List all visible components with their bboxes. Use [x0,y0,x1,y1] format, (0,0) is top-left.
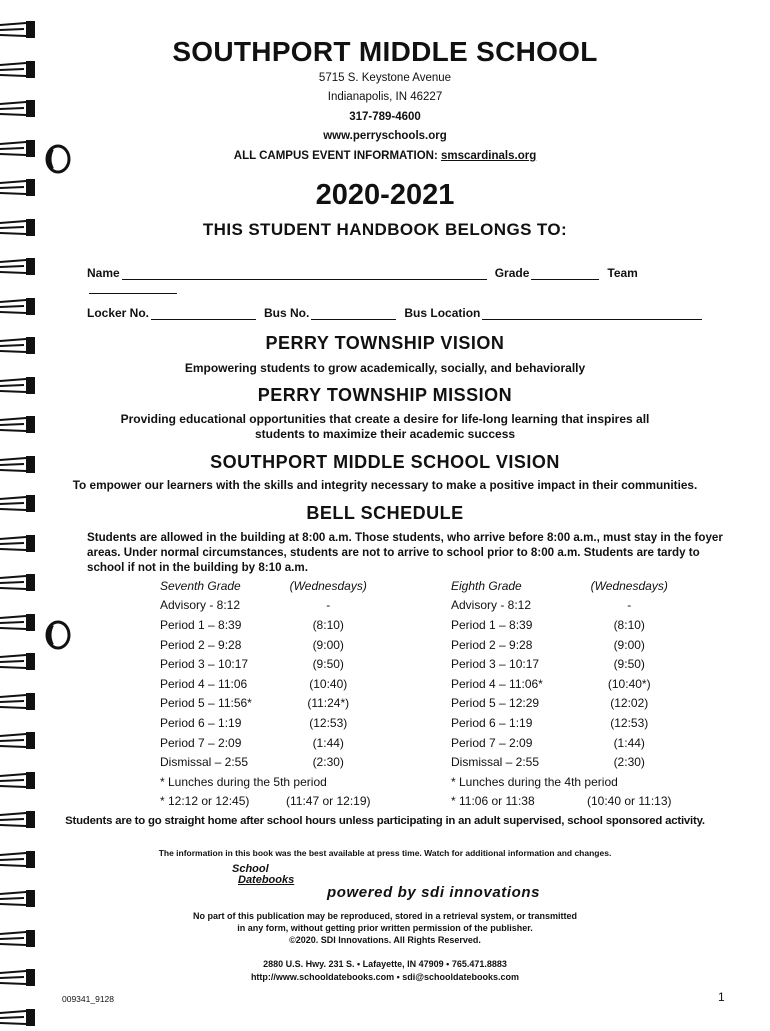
eighth-wed-header: (Wednesdays) [590,578,668,593]
school-phone: 317-789-4600 [349,111,421,123]
wednesday-time: (9:50) [613,657,645,672]
wednesday-time: (12:53) [610,715,649,730]
bus-field[interactable] [311,307,396,320]
period-time: Period 7 – 2:09 [451,735,533,750]
name-label: Name [87,266,120,280]
period-time: Period 1 – 8:39 [160,617,242,632]
period-time: Period 4 – 11:06 [160,676,248,691]
eighth-schedule-row [451,654,672,674]
eighth-schedule-row [451,733,672,753]
period-time: Period 2 – 9:28 [160,637,242,652]
eighth-schedule-row [451,615,672,635]
spiral-coil-icon [0,1008,42,1026]
contact-line2[interactable]: http://www.schooldatebooks.com • sdi@schooldatebooks.com [250,972,520,982]
bell-intro [87,530,737,575]
wednesday-time: (9:00) [312,637,344,652]
seventh-schedule-row [160,713,371,733]
township-vision-text: Empowering students to grow academically, socially, and behaviorally [184,361,586,375]
period-time: Advisory - 8:12 [160,598,241,613]
period-time: Dismissal – 2:55 [160,755,249,770]
grade-field[interactable] [531,267,599,280]
spiral-coil-icon [0,652,42,670]
school-website[interactable]: www.perryschools.org [323,130,447,142]
locker-label: Locker No. [87,306,150,320]
spiral-coil-icon [0,613,42,631]
events-label: ALL CAMPUS EVENT INFORMATION: [233,150,438,162]
events-info [0,147,770,167]
seventh-schedule-row [160,752,371,772]
period-time: Period 1 – 8:39 [451,617,533,632]
name-field[interactable] [122,267,487,280]
wednesday-time: (2:30) [613,755,645,770]
bus-location-field[interactable] [482,307,702,320]
eighth-lunch-times: * 11:06 or 11:38 [451,794,535,809]
seventh-schedule-row [160,615,371,635]
logo-line2: Datebooks [238,874,295,886]
belongs-to-heading: THIS STUDENT HANDBOOK BELONGS TO: [202,220,568,239]
bell-closing-note: Students are to go straight home after school hours unless participating in an adult supervised, school sponsored activity. [65,815,705,827]
wednesday-time: (10:40) [309,676,348,691]
period-time: Period 4 – 11:06* [451,676,543,691]
events-link[interactable]: smscardinals.org [440,150,537,162]
logo-line1: School [232,863,269,875]
locker-field[interactable] [151,307,256,320]
township-mission-title: PERRY TOWNSHIP MISSION [257,385,513,405]
wednesday-time: (12:02) [610,696,649,711]
period-time: Period 5 – 11:56* [160,696,252,711]
eighth-schedule-row [451,713,672,733]
sms-vision-title: SOUTHPORT MIDDLE SCHOOL VISION [210,452,560,472]
township-vision-title: PERRY TOWNSHIP VISION [265,333,505,353]
seventh-schedule-row [160,654,371,674]
powered-by-sdi: powered by sdi innovations [327,884,541,901]
eighth-header: Eighth Grade [451,578,522,593]
spiral-coil-icon [0,692,42,710]
team-field[interactable] [89,281,177,294]
seventh-schedule-row [160,733,371,753]
document-code: 009341_9128 [62,994,115,1004]
spiral-coil-icon [0,771,42,789]
spiral-coil-icon [0,573,42,591]
contact-line1: 2880 U.S. Hwy. 231 S. • Lafayette, IN 47909 • 765.471.8883 [263,959,507,969]
period-time: Period 3 – 10:17 [160,657,249,672]
wednesday-time: (9:50) [312,657,344,672]
eighth-lunch-note: * Lunches during the 4th period [451,774,618,789]
seventh-lunch-note: * Lunches during the 5th period [160,774,327,789]
township-mission-line1: Providing educational opportunities that create a desire for life-long learning that inspires all [120,412,650,426]
spiral-coil-icon [0,534,42,552]
bell-intro-line: Students are allowed in the building at 8:00 a.m. Those students, who arrive before 8:00 a.m., must stay in the foyer [87,531,723,544]
bell-schedule-title: BELL SCHEDULE [306,503,464,523]
sms-vision-text: To empower our learners with the skills and integrity necessary to make a positive impact in their communities. [72,478,698,492]
seventh-schedule-row [160,674,371,694]
period-time: Period 2 – 9:28 [451,637,533,652]
footer-info: The information in this book was the best available at press time. Watch for additional information and changes. [158,848,612,858]
eighth-schedule-row [451,596,672,616]
seventh-schedule-row [160,596,371,616]
wednesday-time: (1:44) [613,735,645,750]
school-address: 5715 S. Keystone Avenue [318,72,452,84]
legal-line2: in any form, without getting prior written permission of the publisher. [237,923,533,933]
wednesday-time: - [326,598,331,613]
legal-line1: No part of this publication may be reproduced, stored in a retrieval system, or transmitted [192,911,578,921]
wednesday-time: (10:40*) [607,676,651,691]
name-grade-team-row [87,266,727,294]
bus-location-label: Bus Location [404,306,481,320]
school-city: Indianapolis, IN 46227 [327,91,443,103]
legal-line3: ©2020. SDI Innovations. All Rights Reserved. [289,935,481,945]
period-time: Dismissal – 2:55 [451,755,540,770]
seventh-rows [160,596,371,772]
wednesday-time: (11:24*) [307,696,350,711]
seventh-grade-schedule [160,576,371,811]
period-time: Period 3 – 10:17 [451,657,540,672]
wednesday-time: (1:44) [312,735,344,750]
eighth-schedule-row [451,635,672,655]
bell-intro-line: school if not in the building by 8:10 a.m. [87,561,308,574]
eighth-rows [451,596,672,772]
seventh-lunch-times: * 12:12 or 12:45) [160,794,250,809]
period-time: Period 5 – 12:29 [451,696,540,711]
wednesday-time: (9:00) [613,637,645,652]
wednesday-time: (2:30) [312,755,344,770]
eighth-grade-schedule [451,576,672,811]
seventh-wed-header: (Wednesdays) [289,578,367,593]
seventh-schedule-row [160,635,371,655]
spiral-coil-icon [0,731,42,749]
grade-label: Grade [494,266,530,280]
eighth-schedule-row [451,694,672,714]
spiral-coil-icon [0,889,42,907]
wednesday-time: (12:53) [309,715,348,730]
school-datebooks-logo [232,864,294,886]
seventh-lunch-wed: (11:47 or 12:19) [286,794,371,809]
wednesday-time: (8:10) [613,617,645,632]
wednesday-time: - [627,598,632,613]
period-time: Advisory - 8:12 [451,598,532,613]
bell-intro-line: areas. Under normal circumstances, students are not to arrive to school prior to 8:00 a.m. Students are tardy to [87,546,700,559]
eighth-schedule-row [451,752,672,772]
eighth-schedule-row [451,674,672,694]
page-number: 1 [718,990,725,1004]
team-label: Team [607,266,638,280]
wednesday-time: (8:10) [312,617,344,632]
seventh-header: Seventh Grade [160,578,241,593]
eighth-lunch-wed: (10:40 or 11:13) [587,794,672,809]
period-time: Period 7 – 2:09 [160,735,242,750]
locker-bus-row [87,306,727,320]
spiral-coil-icon [0,257,42,275]
binder-hole-icon [44,620,72,650]
bus-label: Bus No. [264,306,310,320]
period-time: Period 6 – 1:19 [160,715,242,730]
township-mission-line2: students to maximize their academic success [254,427,516,441]
school-name: SOUTHPORT MIDDLE SCHOOL [172,36,598,67]
period-time: Period 6 – 1:19 [451,715,533,730]
school-year: 2020-2021 [315,179,455,211]
seventh-schedule-row [160,694,371,714]
spiral-coil-icon [0,297,42,315]
